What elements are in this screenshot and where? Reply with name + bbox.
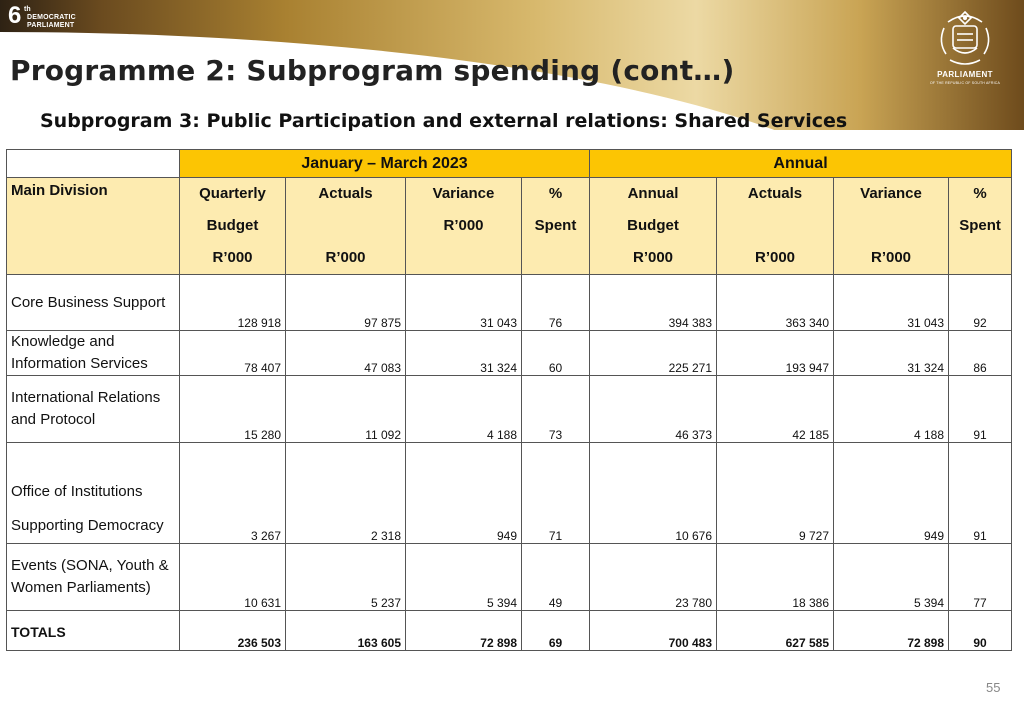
- totals-label: TOTALS: [7, 611, 180, 651]
- quarterly-budget-cell: 128 918: [180, 275, 286, 331]
- table-row: [7, 275, 1012, 331]
- total-quarterly-actuals: 163 605: [286, 611, 406, 651]
- annual-variance-cell: 4 188: [834, 376, 949, 443]
- header-line: Spent: [959, 217, 1001, 234]
- header-line: R’000: [633, 249, 674, 266]
- quarterly-variance-cell: 31 043: [406, 275, 522, 331]
- total-annual-budget: 700 483: [590, 611, 717, 651]
- annual-percent-cell: 92: [949, 275, 1012, 331]
- header-line: Annual: [627, 185, 679, 202]
- annual-variance-cell: 949: [834, 443, 949, 544]
- annual-percent-cell: 91: [949, 376, 1012, 443]
- header-line: Budget: [206, 217, 259, 234]
- table-row: [7, 544, 1012, 611]
- annual-variance-cell: 5 394: [834, 544, 949, 611]
- annual-actuals-cell: 193 947: [717, 331, 834, 376]
- total-quarterly-variance: 72 898: [406, 611, 522, 651]
- quarterly-variance-cell: 31 324: [406, 331, 522, 376]
- quarter-period-header: January – March 2023: [180, 150, 590, 178]
- header-line: Actuals: [747, 185, 803, 202]
- annual-actuals-header: [717, 178, 834, 275]
- logo-line2: PARLIAMENT: [27, 22, 75, 29]
- page-number: 55: [986, 680, 1001, 695]
- parliament-sub: OF THE REPUBLIC OF SOUTH AFRICA: [929, 81, 1001, 85]
- quarterly-budget-cell: 78 407: [180, 331, 286, 376]
- totals-row: [7, 611, 1012, 651]
- row-label: Core Business Support: [7, 275, 180, 331]
- annual-variance-cell: 31 324: [834, 331, 949, 376]
- quarterly-budget-cell: 15 280: [180, 376, 286, 443]
- quarterly-variance-cell: 949: [406, 443, 522, 544]
- row-label: Events (SONA, Youth & Women Parliaments): [7, 544, 180, 611]
- page-subtitle: Subprogram 3: Public Participation and external relations: Shared Services: [40, 110, 848, 132]
- header-line: Quarterly: [199, 185, 266, 202]
- annual-percent-spent-header: [949, 178, 1012, 275]
- header-line: R’000: [212, 249, 253, 266]
- quarterly-actuals-cell: 47 083: [286, 331, 406, 376]
- row-label: International Relations and Protocol: [7, 376, 180, 443]
- column-header-row: [7, 178, 1012, 275]
- quarterly-actuals-cell: 97 875: [286, 275, 406, 331]
- annual-variance-cell: 31 043: [834, 275, 949, 331]
- header-line: R’000: [325, 249, 366, 266]
- quarterly-budget-cell: 3 267: [180, 443, 286, 544]
- logo-superscript: th: [24, 6, 31, 13]
- quarterly-percent-cell: 73: [522, 376, 590, 443]
- annual-actuals-cell: 9 727: [717, 443, 834, 544]
- logo-line1: DEMOCRATIC: [27, 14, 76, 21]
- header-spacer: [721, 210, 829, 242]
- header-line: Budget: [627, 217, 679, 234]
- annual-percent-cell: 86: [949, 331, 1012, 376]
- page-title: Programme 2: Subprogram spending (cont…): [10, 54, 735, 87]
- quarterly-budget-cell: 10 631: [180, 544, 286, 611]
- annual-budget-cell: 10 676: [590, 443, 717, 544]
- total-annual-actuals: 627 585: [717, 611, 834, 651]
- header-line: %: [973, 185, 987, 202]
- header-line: Spent: [534, 217, 577, 234]
- quarterly-percent-cell: 60: [522, 331, 590, 376]
- corner-cell: [7, 150, 180, 178]
- annual-budget-cell: 46 373: [590, 376, 717, 443]
- annual-percent-cell: 77: [949, 544, 1012, 611]
- header-line: Variance: [432, 185, 495, 202]
- header-spacer: [290, 210, 401, 242]
- parliament-crest-logo: [922, 8, 1008, 98]
- header-line: %: [548, 185, 563, 202]
- header-line: Actuals: [318, 185, 373, 202]
- annual-budget-cell: 23 780: [590, 544, 717, 611]
- quarterly-percent-cell: 49: [522, 544, 590, 611]
- annual-period-header: Annual: [590, 150, 1012, 178]
- logo-number: 6: [8, 2, 22, 29]
- header-line: R’000: [755, 249, 796, 266]
- quarterly-percent-spent-header: [522, 178, 590, 275]
- annual-actuals-cell: 18 386: [717, 544, 834, 611]
- row-label: Knowledge and Information Services: [7, 331, 180, 376]
- total-annual-percent: 90: [949, 611, 1012, 651]
- crest-icon: [922, 8, 1008, 70]
- quarterly-variance-cell: 4 188: [406, 376, 522, 443]
- sixth-parliament-logo: [8, 4, 88, 30]
- spending-table: [6, 149, 1012, 651]
- period-header-row: [7, 150, 1012, 178]
- table-row: [7, 331, 1012, 376]
- total-quarterly-percent: 69: [522, 611, 590, 651]
- row-label: Office of Institutions Supporting Democracy: [7, 443, 180, 544]
- total-quarterly-budget: 236 503: [180, 611, 286, 651]
- quarterly-variance-header: [406, 178, 522, 275]
- annual-budget-header: [590, 178, 717, 275]
- table-row: [7, 376, 1012, 443]
- quarterly-actuals-cell: 2 318: [286, 443, 406, 544]
- annual-budget-cell: 394 383: [590, 275, 717, 331]
- quarterly-percent-cell: 76: [522, 275, 590, 331]
- quarterly-actuals-cell: 11 092: [286, 376, 406, 443]
- total-annual-variance: 72 898: [834, 611, 949, 651]
- annual-actuals-cell: 363 340: [717, 275, 834, 331]
- annual-percent-cell: 91: [949, 443, 1012, 544]
- quarterly-actuals-header: [286, 178, 406, 275]
- parliament-name: PARLIAMENT: [937, 70, 993, 79]
- annual-variance-header: [834, 178, 949, 275]
- table-row: [7, 443, 1012, 544]
- main-division-header: Main Division: [7, 178, 180, 275]
- annual-actuals-cell: 42 185: [717, 376, 834, 443]
- header-line: R’000: [871, 249, 912, 266]
- annual-budget-cell: 225 271: [590, 331, 717, 376]
- quarterly-budget-header: [180, 178, 286, 275]
- header-spacer: [838, 210, 944, 242]
- header-line: Variance: [860, 185, 922, 202]
- quarterly-actuals-cell: 5 237: [286, 544, 406, 611]
- header-line: R’000: [443, 217, 484, 234]
- quarterly-variance-cell: 5 394: [406, 544, 522, 611]
- quarterly-percent-cell: 71: [522, 443, 590, 544]
